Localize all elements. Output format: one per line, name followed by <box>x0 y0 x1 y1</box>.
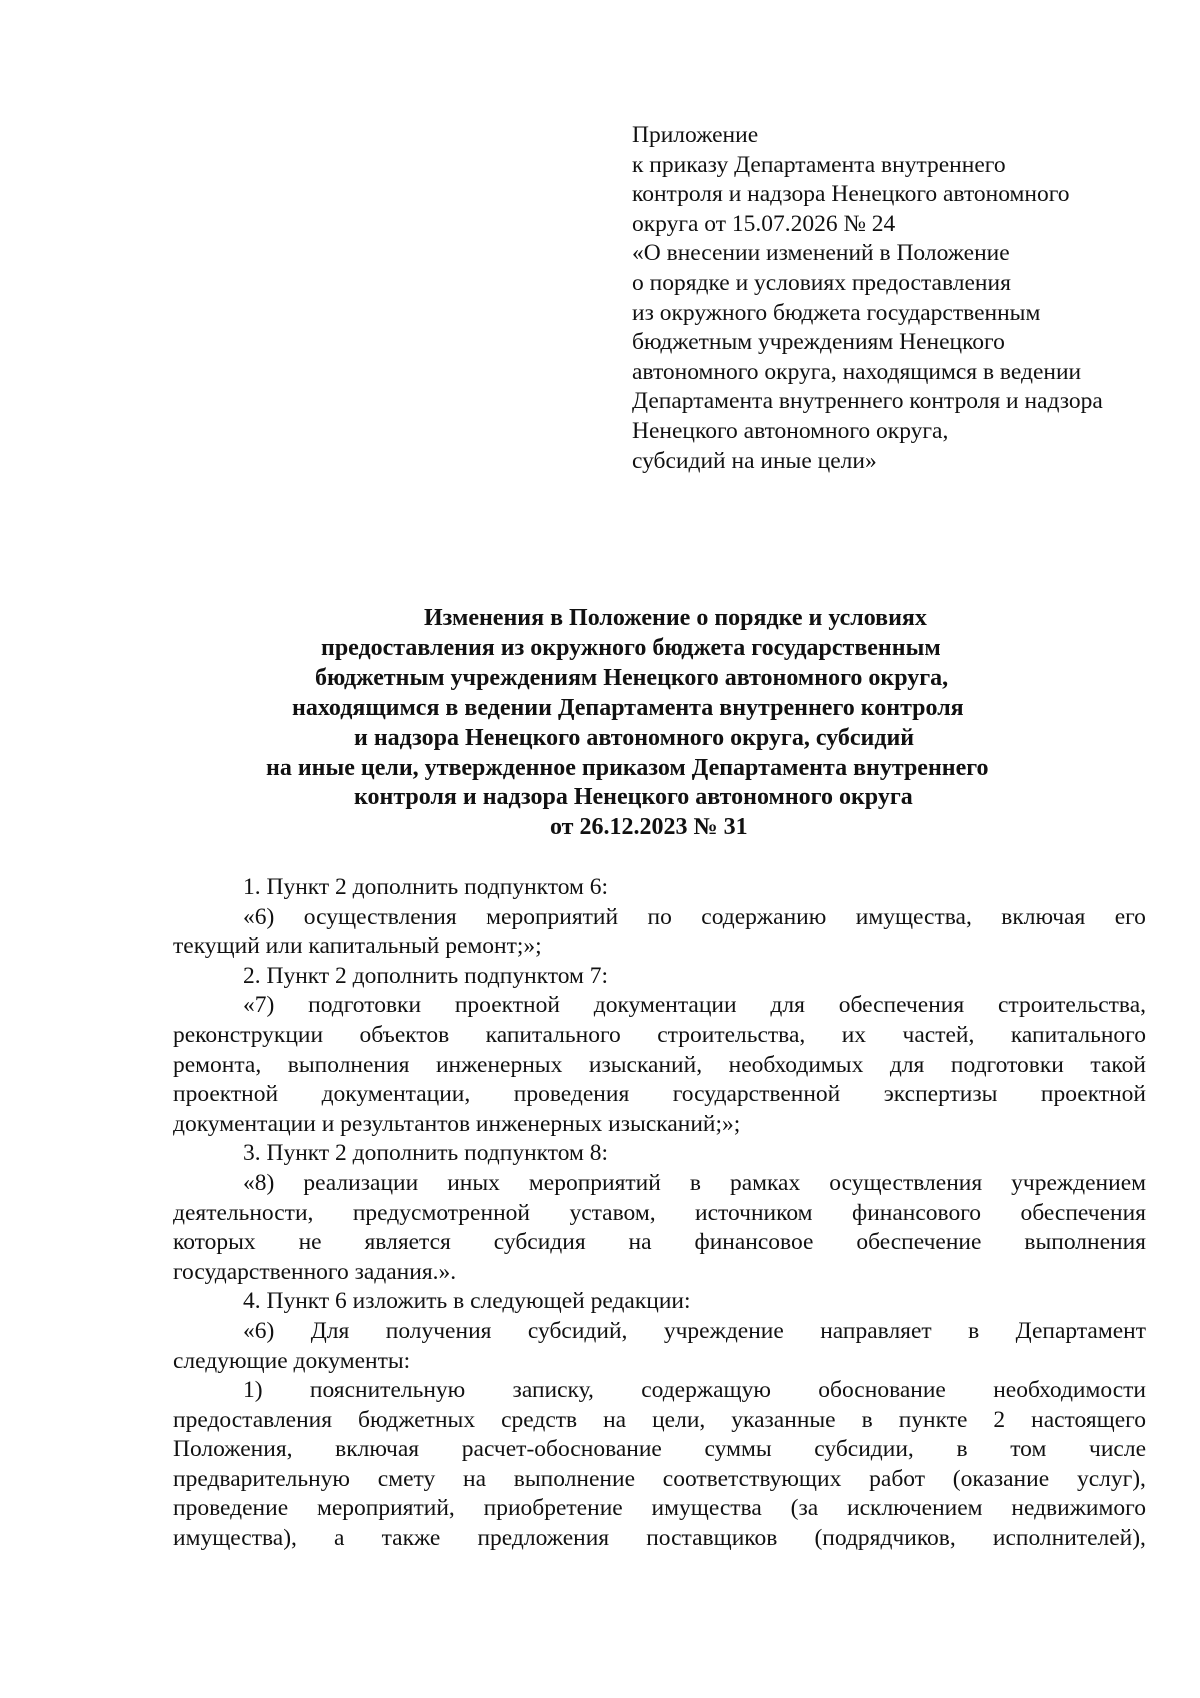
appendix-line: к приказу Департамента внутреннего <box>632 151 1006 178</box>
appendix-line: Департамента внутреннего контроля и надзора <box>632 388 1103 415</box>
word: предоставления <box>173 1406 333 1433</box>
word: реконструкции <box>173 1021 324 1048</box>
word: расчет-обоснование <box>461 1436 662 1463</box>
word: подготовки <box>308 992 422 1019</box>
word: в <box>861 1406 873 1433</box>
word: 1) <box>243 1377 263 1404</box>
word: записку, <box>512 1377 594 1404</box>
title-line: находящимся в ведении Департамента внутреннего контроля <box>292 694 964 721</box>
appendix-line: округа от 15.07.2026 № 24 <box>632 210 896 237</box>
word: обеспечения <box>1020 1199 1146 1226</box>
title-line: бюджетным учреждениям Ненецкого автономного округа, <box>315 664 949 691</box>
word: предусмотренной <box>352 1199 530 1226</box>
word: (оказание <box>952 1465 1050 1492</box>
word: мероприятий <box>486 903 619 930</box>
word: пояснительную <box>309 1377 466 1404</box>
word: (за <box>790 1495 819 1522</box>
paragraph-line <box>173 1080 1146 1110</box>
word: частей, <box>902 1021 975 1048</box>
word: государственной <box>672 1081 841 1108</box>
word: проведения <box>513 1081 630 1108</box>
word: поставщиков <box>646 1525 778 1552</box>
paragraph-line: 1. Пункт 2 дополнить подпунктом 6: <box>243 874 609 900</box>
word: средств <box>501 1406 578 1433</box>
word: осуществления <box>303 903 457 930</box>
word: обеспечение <box>856 1229 982 1256</box>
word: выполнения <box>1024 1229 1146 1256</box>
word: экспертизы <box>883 1081 998 1108</box>
word: «6) <box>243 1317 275 1344</box>
word: их <box>841 1021 867 1048</box>
paragraph-line: документации и результантов инженерных изысканий;»; <box>173 1110 741 1137</box>
word: реализации <box>303 1169 419 1196</box>
word: пункте <box>898 1406 968 1433</box>
word: мероприятий <box>528 1169 661 1196</box>
appendix-line: контроля и надзора Ненецкого автономного <box>632 181 1070 208</box>
word: проектной <box>173 1081 279 1108</box>
word: предложения <box>477 1525 610 1552</box>
appendix-block <box>632 121 1152 476</box>
title-line: и надзора Ненецкого автономного округа, субсидий <box>354 724 915 751</box>
word: содержащую <box>641 1377 771 1404</box>
paragraph-line: следующие документы: <box>173 1347 411 1374</box>
paragraph-line <box>173 1228 1146 1258</box>
title-line: контроля и надзора Ненецкого автономного округа <box>354 784 913 811</box>
word: которых <box>173 1229 256 1256</box>
word: 2 <box>993 1406 1006 1433</box>
word: также <box>381 1525 441 1552</box>
word: не <box>298 1229 322 1256</box>
document-body <box>173 873 1146 1554</box>
word: Положения, <box>173 1436 293 1463</box>
paragraph-line <box>173 1376 1146 1406</box>
word: работ <box>869 1465 925 1492</box>
word: настоящего <box>1031 1406 1146 1433</box>
word: учреждение <box>663 1317 784 1344</box>
word: необходимости <box>993 1377 1146 1404</box>
word: обеспечения <box>838 992 965 1019</box>
word: том <box>1010 1436 1047 1463</box>
word: финансового <box>851 1199 982 1226</box>
title-line: от 26.12.2023 № 31 <box>550 814 748 841</box>
title-line: предоставления из окружного бюджета государственным <box>321 634 941 661</box>
paragraph-line: 2. Пункт 2 дополнить подпунктом 7: <box>243 962 609 989</box>
word: на <box>463 1465 487 1492</box>
word: проектной <box>454 992 560 1019</box>
word: уставом, <box>569 1199 656 1226</box>
word: имущества, <box>855 903 972 930</box>
word: содержанию <box>701 903 827 930</box>
word: иных <box>447 1169 500 1196</box>
word: приобретение <box>483 1495 623 1522</box>
title-line: Изменения в Положение о порядке и условиях <box>424 605 927 631</box>
appendix-line: Ненецкого автономного округа, <box>632 417 949 444</box>
word: капитального <box>1010 1021 1146 1048</box>
word: в <box>689 1169 701 1196</box>
word: источником <box>695 1199 813 1226</box>
word: осуществления <box>829 1169 983 1196</box>
paragraph-line <box>173 1051 1146 1081</box>
word: деятельности, <box>173 1199 314 1226</box>
word: (подрядчиков, <box>814 1525 956 1552</box>
word: цели, <box>652 1406 706 1433</box>
word: бюджетных <box>358 1406 476 1433</box>
paragraph-line <box>173 1494 1146 1524</box>
word: подготовки <box>950 1051 1064 1078</box>
word: строительства, <box>657 1021 806 1048</box>
word: предварительную <box>173 1465 350 1492</box>
word: в <box>968 1317 980 1344</box>
word: строительства, <box>998 992 1146 1019</box>
word: указанные <box>731 1406 836 1433</box>
word: инженерных <box>435 1051 563 1078</box>
word: изысканий, <box>588 1051 703 1078</box>
paragraph-line <box>173 991 1146 1021</box>
word: получения <box>385 1317 492 1344</box>
appendix-line: бюджетным учреждениям Ненецкого <box>632 329 1005 356</box>
word: его <box>1114 903 1146 930</box>
word: на <box>603 1406 627 1433</box>
word: финансовое <box>694 1229 814 1256</box>
word: проведение <box>173 1495 289 1522</box>
word: на <box>628 1229 652 1256</box>
word: смету <box>377 1465 436 1492</box>
word: документации <box>593 992 737 1019</box>
word: «8) <box>243 1169 275 1196</box>
paragraph-line <box>173 1199 1146 1229</box>
word: по <box>647 903 672 930</box>
paragraph-line <box>173 1021 1146 1051</box>
word: а <box>334 1525 345 1552</box>
appendix-line: Приложение <box>632 122 759 148</box>
paragraph-line <box>173 1465 1146 1495</box>
word: для <box>889 1051 925 1078</box>
paragraph-line: государственного задания.». <box>173 1258 457 1285</box>
paragraph-line <box>173 1524 1146 1554</box>
word: соответствующих <box>662 1465 842 1492</box>
word: ремонта, <box>173 1051 262 1078</box>
appendix-line: субсидий на иные цели» <box>632 447 877 474</box>
appendix-line: автономного округа, находящимся в ведении <box>632 358 1082 385</box>
word: имущества), <box>173 1525 297 1552</box>
word: «7) <box>243 992 275 1019</box>
paragraph-line <box>173 1406 1146 1436</box>
word: мероприятий, <box>316 1495 455 1522</box>
word: исполнителей), <box>992 1525 1146 1552</box>
word: капитального <box>485 1021 621 1048</box>
word: субсидий, <box>527 1317 628 1344</box>
word: в <box>956 1436 968 1463</box>
word: для <box>770 992 805 1019</box>
word: включая <box>335 1436 420 1463</box>
word: Для <box>310 1317 350 1344</box>
paragraph-line <box>173 1317 1146 1347</box>
word: услуг), <box>1076 1465 1146 1492</box>
word: субсидии, <box>814 1436 914 1463</box>
word: недвижимого <box>1011 1495 1146 1522</box>
paragraph-line <box>173 1169 1146 1199</box>
word: рамках <box>729 1169 801 1196</box>
word: проектной <box>1040 1081 1146 1108</box>
word: включая <box>1001 903 1086 930</box>
word: субсидия <box>493 1229 586 1256</box>
word: суммы <box>704 1436 772 1463</box>
word: выполнение <box>513 1465 636 1492</box>
appendix-line: из окружного бюджета государственным <box>632 299 1041 326</box>
word: объектов <box>359 1021 450 1048</box>
word: учреждением <box>1011 1169 1146 1196</box>
appendix-line: «О внесении изменений в Положение <box>632 240 1010 267</box>
word: направляет <box>820 1317 932 1344</box>
word: является <box>364 1229 451 1256</box>
word: выполнения <box>287 1051 410 1078</box>
appendix-line: о порядке и условиях предоставления <box>632 269 1011 296</box>
word: необходимых <box>728 1051 864 1078</box>
word: исключением <box>847 1495 983 1522</box>
paragraph-line: 4. Пункт 6 изложить в следующей редакции: <box>243 1288 691 1315</box>
word: Департамент <box>1015 1317 1146 1344</box>
paragraph-line <box>173 1435 1146 1465</box>
word: обоснование <box>818 1377 946 1404</box>
word: числе <box>1089 1436 1146 1463</box>
word: документации, <box>321 1081 471 1108</box>
paragraph-line <box>173 903 1146 933</box>
word: такой <box>1090 1051 1146 1078</box>
title-line: на иные цели, утвержденное приказом Департамента внутреннего <box>266 754 989 781</box>
paragraph-line: 3. Пункт 2 дополнить подпунктом 8: <box>243 1140 609 1167</box>
word: «6) <box>243 903 275 930</box>
word: имущества <box>651 1495 762 1522</box>
paragraph-line: текущий или капитальный ремонт;»; <box>173 933 542 960</box>
